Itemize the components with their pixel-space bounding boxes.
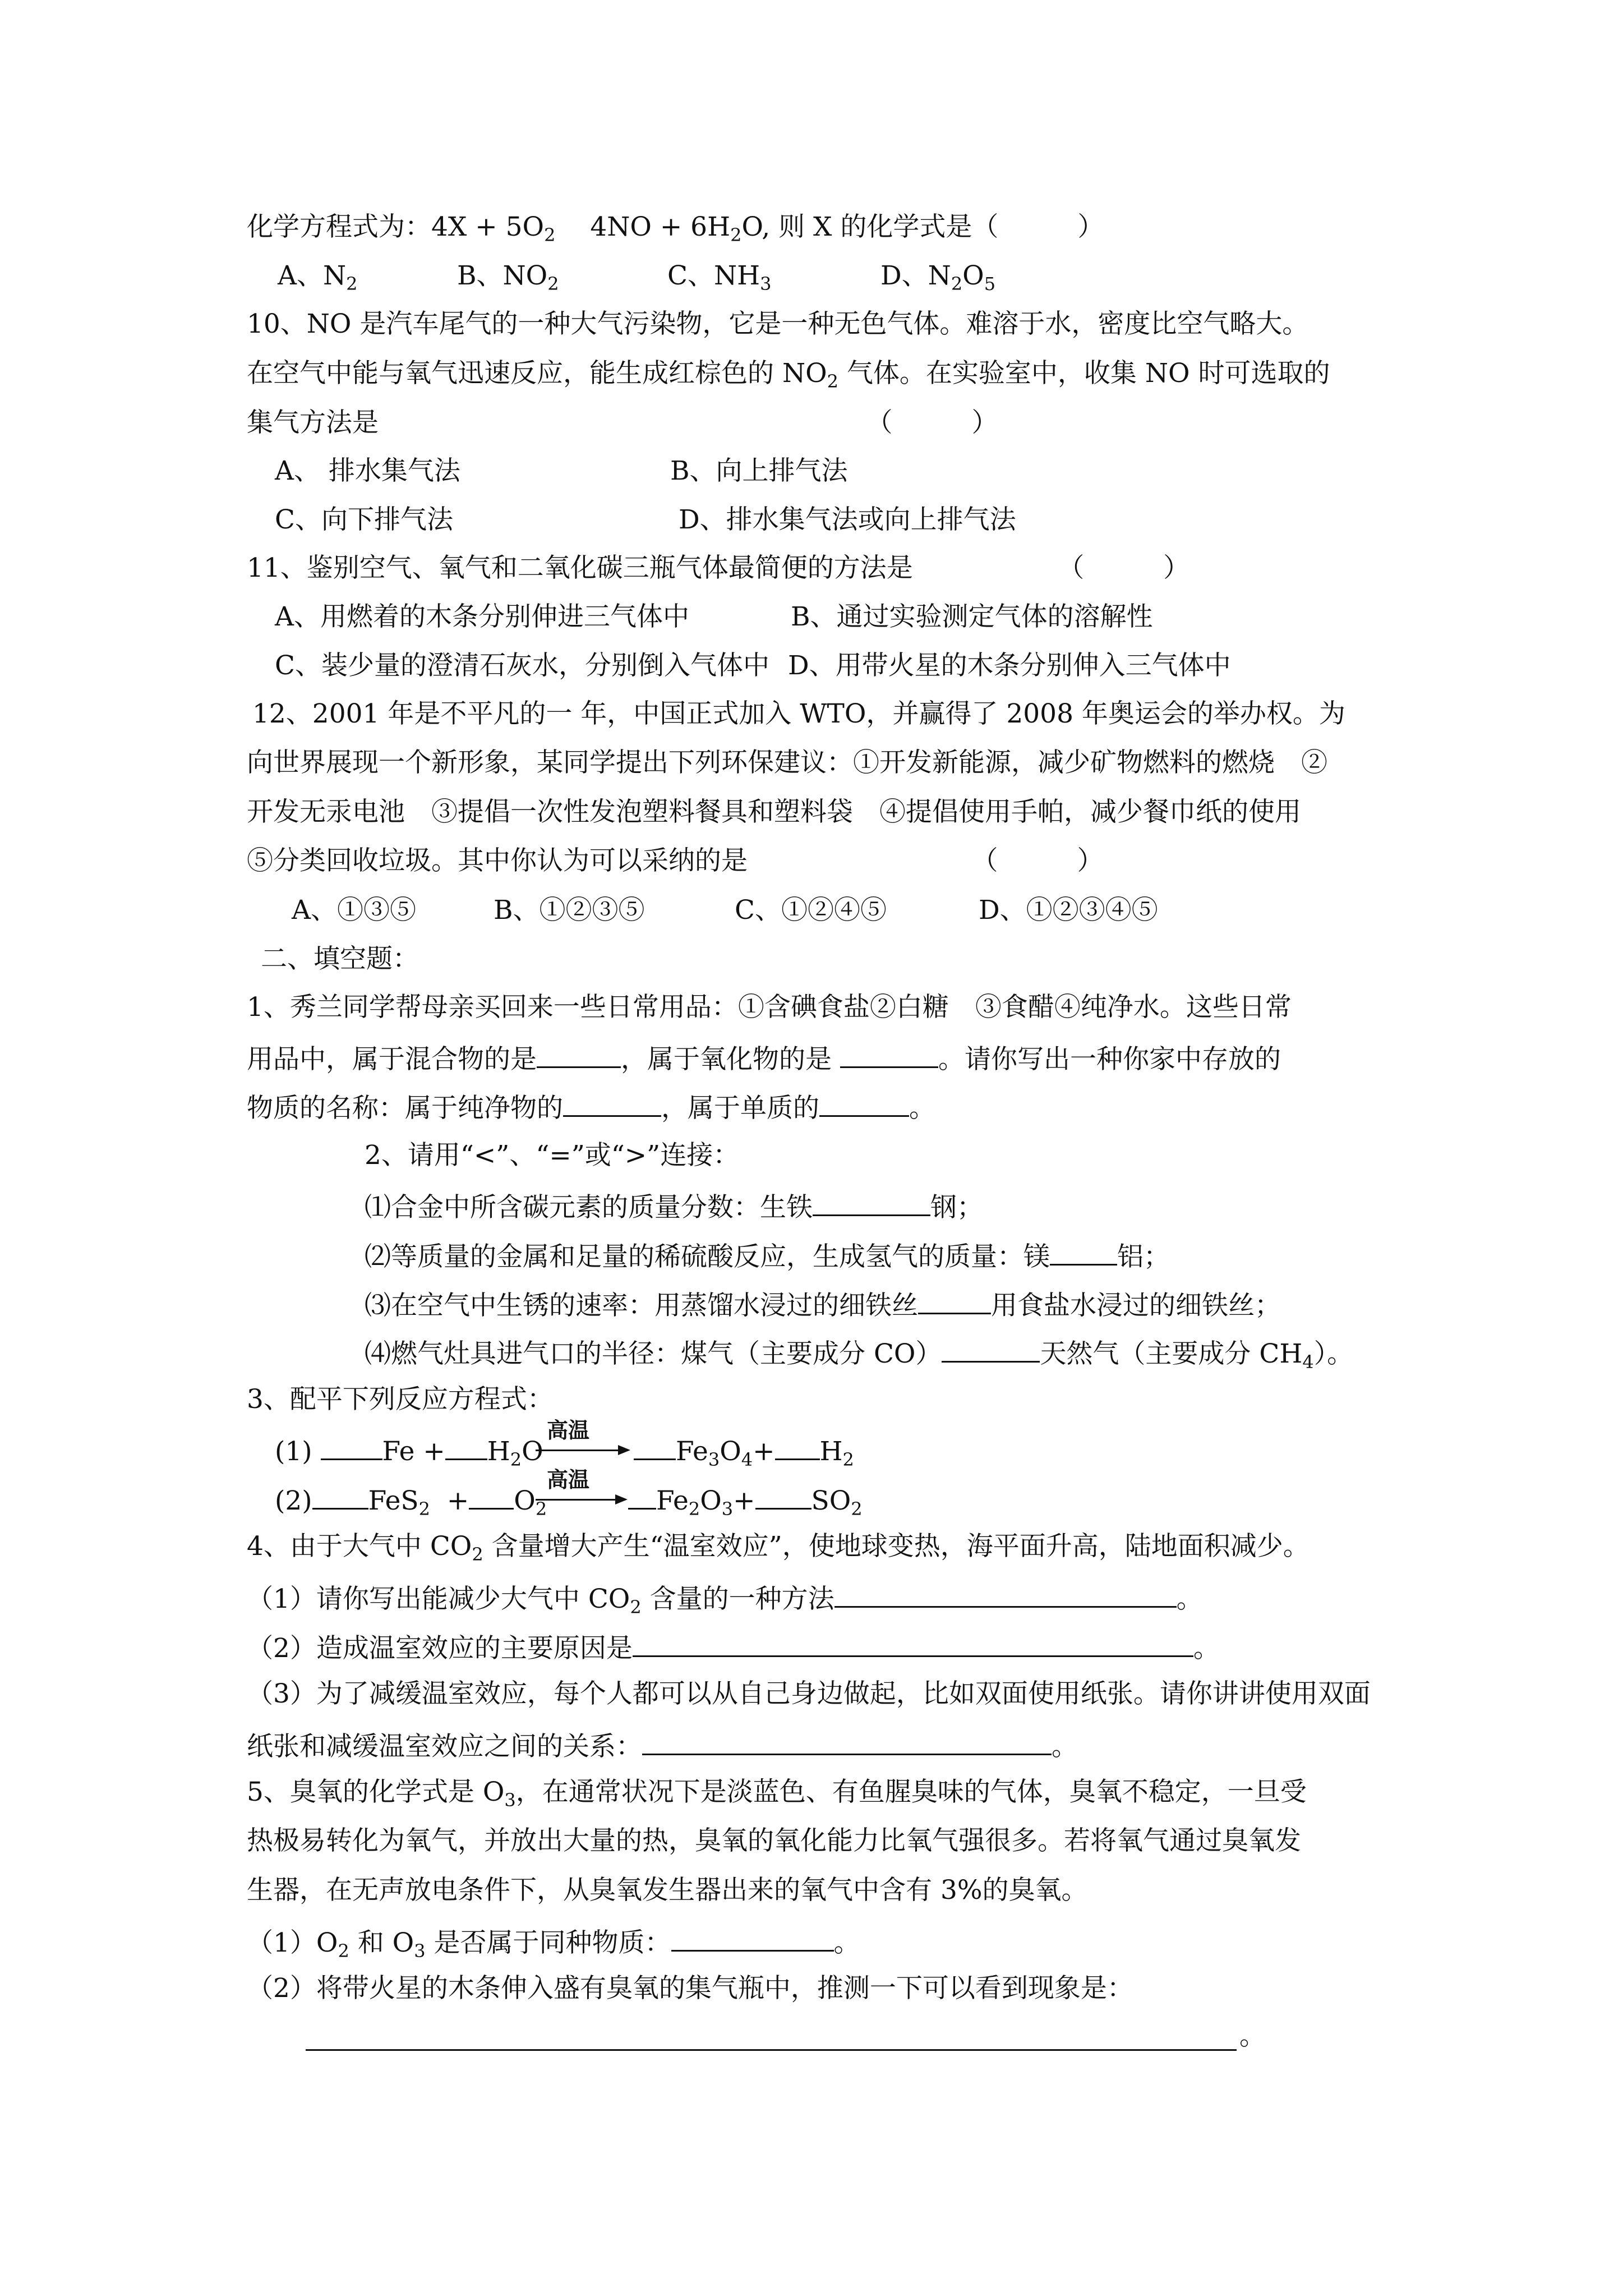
f4-part2: （2）造成温室效应的主要原因是 。 [247, 1628, 1220, 1665]
q11-option-d: D、用带火星的木条分别伸入三气体中 [788, 650, 1231, 681]
q9-option-a: A、$N_2$ [278, 260, 358, 295]
f1-line2: 用品中，属于混合物的是 ，属于氧化物的是 。请你写出一种你家中存放的 [247, 1039, 1281, 1076]
q9-option-c: C、$NH_3$ [667, 260, 772, 295]
f2-sub4: ⑷燃气灶具进气口的半径：煤气（主要成分 CO） 天然气（主要成分 $CH_4$）。 [365, 1334, 1353, 1371]
q12-line4: ⑤分类回收垃圾。其中你认为可以采纳的是 （ ） [247, 845, 1104, 876]
eq1-left: (1) $Fe + H_2O$ [275, 1432, 543, 1469]
f5-line2: 热极易转化为氧气，并放出大量的热，臭氧的氧化能力比氧气强很多。若将氧气通过臭氧发 [247, 1825, 1301, 1856]
q12-line3: 开发无汞电池 ③提倡一次性发泡塑料餐具和塑料袋 ④提倡使用手帕，减少餐巾纸的使用 [247, 797, 1301, 827]
q9-option-b: B、$NO_2$ [457, 260, 559, 295]
blank-ozone-phenomenon[interactable] [306, 2049, 1237, 2051]
f5-line3: 生器，在无声放电条件下，从臭氧发生器出来的氧气中含有 3%的臭氧。 [247, 1875, 1088, 1906]
eq1-right: $Fe_3O_4+ H_2$ [634, 1432, 854, 1469]
blank-compare-2[interactable] [1050, 1237, 1117, 1266]
q12-option-d: D、①②③④⑤ [979, 895, 1158, 926]
f1-line3: 物质的名称：属于纯净物的 ，属于单质的 。 [247, 1088, 935, 1125]
eq1-condition: 高温 [547, 1418, 590, 1443]
blank-eq1-h2[interactable] [775, 1432, 820, 1460]
f5-part2-end: 。 [1239, 2021, 1266, 2051]
blank-eq2-fe2o3[interactable] [628, 1481, 656, 1510]
blank-greenhouse-cause[interactable] [633, 1628, 1193, 1657]
q10-option-c: C、向下排气法 [275, 504, 453, 535]
blank-eq2-o2[interactable] [469, 1481, 514, 1510]
blank-compare-4[interactable] [942, 1334, 1040, 1363]
section-heading: 二、填空题： [261, 944, 419, 974]
blank-compare-3[interactable] [918, 1286, 991, 1314]
f2-sub1: ⑴合金中所含碳元素的质量分数：生铁 钢； [365, 1188, 983, 1225]
q12-line2: 向世界展现一个新形象，某同学提出下列环保建议：①开发新能源，减少矿物燃料的燃烧 ② [247, 747, 1327, 778]
q10-line3: 集气方法是 （ ） [247, 407, 998, 438]
q10-option-a: A、 排水集气法 [275, 455, 460, 486]
f4-stem: 4、由于大气中 $CO_2$ 含量增大产生“温室效应”，使地球变热，海平面升高，陆地面积减少。 [247, 1531, 1310, 1565]
eq2-condition: 高温 [547, 1467, 590, 1492]
blank-paper-relation[interactable] [642, 1727, 1052, 1755]
q12-option-c: C、①②④⑤ [735, 895, 887, 926]
f2-sub2: ⑵等质量的金属和足量的稀硫酸反应，生成氢气的质量：镁 铝； [365, 1237, 1170, 1274]
q12-option-b: B、①②③⑤ [494, 895, 645, 926]
blank-eq1-fe[interactable] [321, 1432, 382, 1460]
f1-line1: 1、秀兰同学帮母亲买回来一些日常用品：①含碘食盐②白糖 ③食醋④纯净水。这些日常 [247, 992, 1292, 1023]
eq1-arrow [536, 1450, 628, 1451]
blank-eq2-fes2[interactable] [312, 1481, 368, 1510]
q11-option-b: B、通过实验测定气体的溶解性 [791, 601, 1153, 632]
f3-stem: 3、配平下列反应方程式： [247, 1384, 554, 1415]
blank-pure-substance[interactable] [563, 1088, 661, 1117]
q10-line2: 在空气中能与氧气迅速反应，能生成红棕色的 $NO_2$ 气体。在实验室中，收集 NO 时可选取的 [247, 358, 1330, 392]
eq2-right: $Fe_2O_3+ SO_2$ [628, 1481, 863, 1518]
eq2-arrow [536, 1499, 625, 1501]
f4-part1: （1）请你写出能减少大气中 $CO_2$ 含量的一种方法 。 [247, 1579, 1203, 1616]
q10-option-d: D、排水集气法或向上排气法 [679, 504, 1016, 535]
f5-line1: 5、臭氧的化学式是 $O_3$，在通常状况下是淡蓝色、有鱼腥臭味的气体，臭氧不稳定，一旦受 [247, 1777, 1307, 1811]
q10-line1: 10、NO 是汽车尾气的一种大气污染物，它是一种无色气体。难溶于水，密度比空气略大。 [247, 309, 1309, 339]
eq2-left: (2) $FeS_2 + O_2$ [275, 1481, 547, 1518]
blank-eq2-so2[interactable] [755, 1481, 811, 1510]
blank-same-substance[interactable] [671, 1923, 834, 1952]
f4-part3-line2: 纸张和减缓温室效应之间的关系： 。 [247, 1727, 1078, 1764]
q12-option-a: A、①③⑤ [292, 895, 416, 926]
f2-stem: 2、请用“<”、“=”或“>”连接： [365, 1140, 740, 1171]
f2-sub3: ⑶在空气中生锈的速率：用蒸馏水浸过的细铁丝 用食盐水浸过的细铁丝； [365, 1286, 1281, 1323]
f5-part2: （2）将带火星的木条伸入盛有臭氧的集气瓶中，推测一下可以看到现象是： [247, 1973, 1133, 2004]
q9-option-d: D、$N_2O_5$ [880, 260, 996, 295]
blank-compare-1[interactable] [813, 1188, 930, 1216]
f4-part3-line1: （3）为了减缓温室效应，每个人都可以从自己身边做起，比如双面使用纸张。请你讲讲使用双面 [247, 1678, 1371, 1709]
blank-element[interactable] [819, 1088, 909, 1117]
blank-oxide[interactable] [840, 1039, 938, 1068]
blank-mixture[interactable] [537, 1039, 621, 1068]
q10-option-b: B、向上排气法 [670, 455, 848, 486]
q9-equation-line: 化学方程式为：$4X + 5O_2$ $4NO + 6H_2O$, 则 X 的化学式是（ ） [247, 211, 1104, 246]
q11-option-c: C、装少量的澄清石灰水，分别倒入气体中 [275, 650, 769, 681]
q11-option-a: A、用燃着的木条分别伸进三气体中 [275, 601, 689, 632]
q12-line1: 12、2001 年是不平凡的一 年，中国正式加入 WTO，并赢得了 2008 年奥运会的举办权。为 [252, 698, 1345, 729]
f5-part1: $(1)O_2$ 和 $O_3$ 是否属于同种物质： 。 [247, 1923, 860, 1960]
blank-eq1-h2o[interactable] [445, 1432, 487, 1460]
blank-eq1-fe3o4[interactable] [634, 1432, 676, 1460]
q11-stem: 11、鉴别空气、氧气和二氧化碳三瓶气体最简便的方法是 （ ） [247, 553, 1190, 583]
blank-reduce-co2[interactable] [834, 1579, 1177, 1608]
